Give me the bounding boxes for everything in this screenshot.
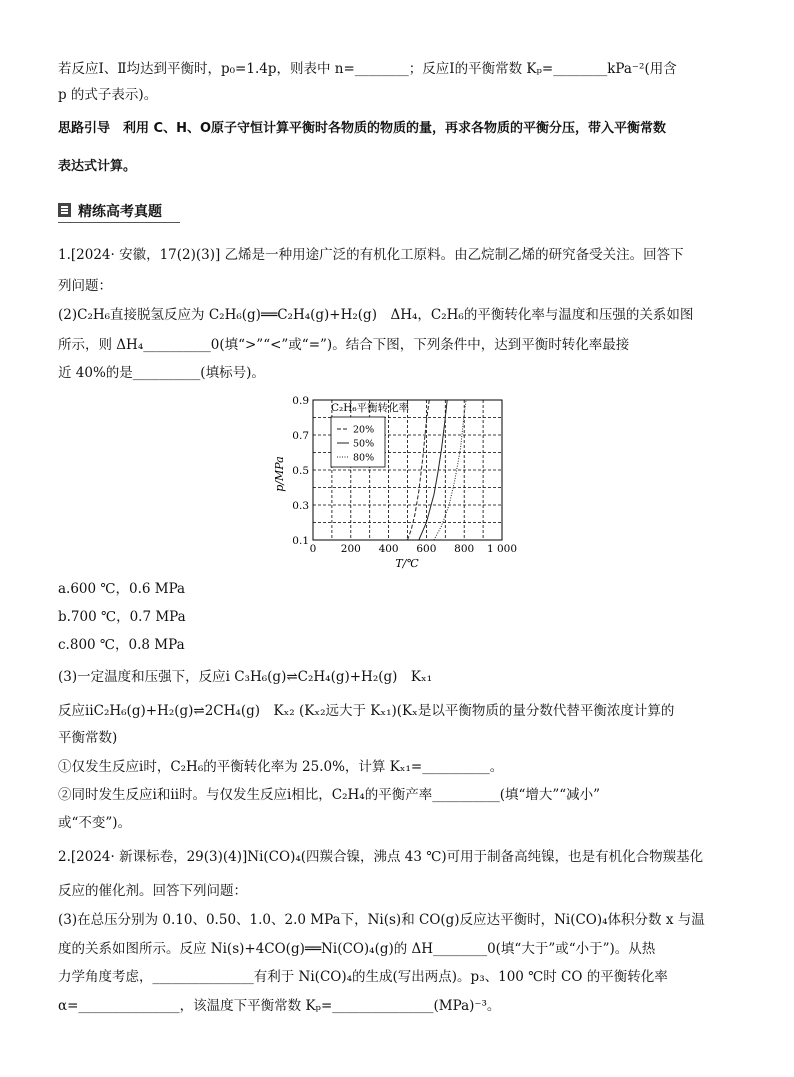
q2-line-1: 2.[2024· 新课标卷，29(3)(4)]Ni(CO)₄(四羰合镍，沸点 43 ℃)可用于制备高纯镍，也是有机化合物羰基化 [58, 849, 704, 865]
legend-label: 80% [353, 452, 375, 464]
q1-3-line-6: 或“不变”)。 [58, 815, 132, 831]
x-tick-labels [310, 543, 517, 555]
x-tick-label: 600 [416, 543, 437, 555]
q1-3-line-3: 平衡常数) [58, 730, 118, 746]
text-line-2: p 的式子表示)。 [58, 87, 158, 103]
q1-line-1: 1.[2024· 安徽，17(2)(3)] 乙烯是一种用途广泛的有机化工原料。由乙烷制乙烯的研究备受关注。回答下 [58, 247, 684, 263]
x-tick-label: 0 [309, 543, 317, 555]
x-axis-label: T/℃ [395, 557, 419, 570]
option-b: b.700 ℃，0.7 MPa [58, 609, 186, 625]
hint-line-2: 表达式计算。 [58, 159, 137, 174]
q1-line-4: 所示，则 ΔH₄__________0(填“>”“<”或“=”)。结合下图，下列条件中，达到平衡时转化率最接 [58, 337, 630, 353]
y-tick-label: 0.5 [292, 465, 309, 477]
q1-3-line-2: 反应ⅱC₂H₆(g)+H₂(g)⇌2CH₄(g) Kₓ₂ (Kₓ₂远大于 Kₓ₁)(Kₓ是以平衡物质的量分数代替平衡浓度计算的 [58, 703, 675, 719]
q1-line-2: 列问题： [58, 278, 112, 294]
legend-label: 50% [353, 438, 375, 450]
y-tick-label: 0.7 [292, 430, 309, 442]
chart-title: C₂H₆平衡转化率 [331, 402, 410, 414]
q1-3-line-5: ②同时发生反应ⅰ和ⅱ时。与仅发生反应ⅰ相比，C₂H₄的平衡产率__________(填“增大”“减小” [58, 787, 601, 803]
section-title: 精练高考真题 [78, 204, 162, 220]
x-tick-label: 1 000 [486, 543, 518, 555]
conversion-chart [265, 392, 525, 572]
y-tick-label: 0.9 [292, 395, 309, 407]
x-tick-label: 200 [340, 543, 361, 555]
document-icon [58, 203, 71, 217]
chart-legend [331, 417, 385, 467]
q1-line-5: 近 40%的是__________(填标号)。 [58, 365, 265, 381]
hint-line-1: 思路引导 利用 C、H、O原子守恒计算平衡时各物质的物质的量，再求各物质的平衡分压，带入平衡常数 [58, 121, 666, 136]
y-axis-label: p/MPa [273, 456, 286, 492]
q2-line-5: 力学角度考虑，_______________有利于 Ni(CO)₄的生成(写出两点)。p₃、100 ℃时 CO 的平衡转化率 [58, 969, 668, 985]
x-tick-label: 400 [378, 543, 399, 555]
section-header [58, 200, 180, 223]
x-tick-label: 800 [454, 543, 475, 555]
option-c: c.800 ℃，0.8 MPa [58, 637, 185, 653]
text-line-1: 若反应Ⅰ、Ⅱ均达到平衡时，p₀=1.4p，则表中 n=________；反应Ⅰ的平衡常数 Kₚ=________kPa⁻²(用含 [58, 61, 677, 77]
q1-3-line-1: (3)一定温度和压强下，反应ⅰ C₃H₆(g)⇌C₂H₄(g)+H₂(g) Kₓ₁ [58, 669, 433, 685]
y-tick-label: 0.3 [292, 500, 309, 512]
q2-line-2: 反应的催化剂。回答下列问题： [58, 883, 247, 899]
q2-line-3: (3)在总压分别为 0.10、0.50、1.0、2.0 MPa下，Ni(s)和 CO(g)反应达平衡时，Ni(CO)₄体积分数 x 与温 [58, 912, 705, 928]
legend-label: 20% [353, 424, 375, 436]
y-tick-label: 0.1 [292, 535, 309, 547]
q1-line-3: (2)C₂H₆直接脱氢反应为 C₂H₆(g)══C₂H₄(g)+H₂(g) ΔH₄，C₂H₆的平衡转化率与温度和压强的关系如图 [58, 307, 694, 323]
option-a: a.600 ℃，0.6 MPa [58, 581, 186, 597]
chart-curves [408, 400, 467, 540]
q1-3-line-4: ①仅发生反应ⅰ时，C₂H₆的平衡转化率为 25.0%，计算 Kₓ₁=__________。 [58, 759, 504, 775]
y-tick-labels [292, 395, 309, 547]
q2-line-4: 度的关系如图所示。反应 Ni(s)+4CO(g)══Ni(CO)₄(g)的 ΔH________0(填“大于”或“小于”)。从热 [58, 941, 656, 957]
q2-line-6: α=_______________，该温度下平衡常数 Kₚ=_______________(MPa)⁻³。 [58, 998, 501, 1014]
